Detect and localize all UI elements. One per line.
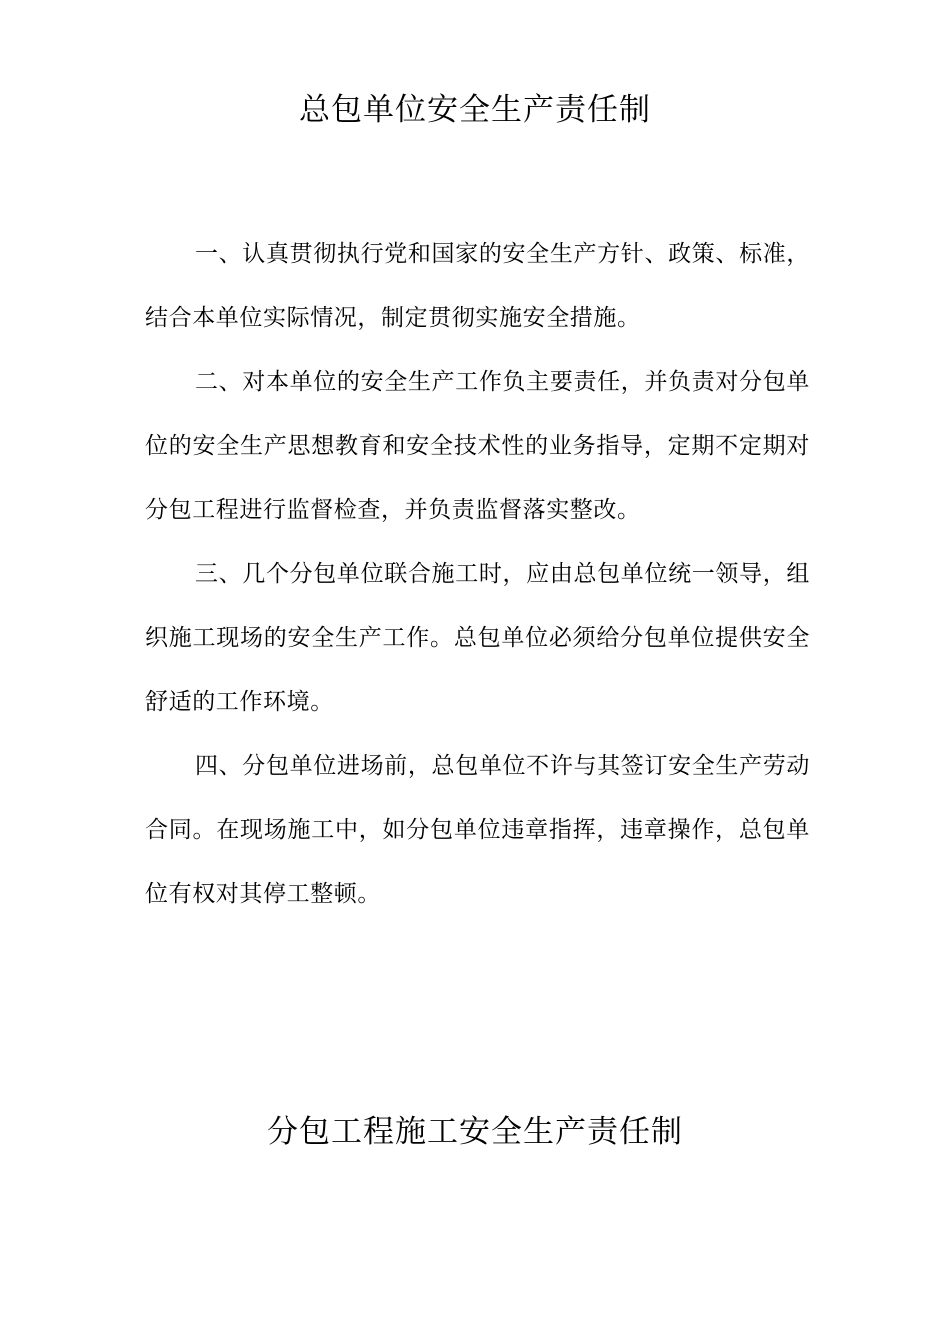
paragraph-1: 一、认真贯彻执行党和国家的安全生产方针、政策、标准，结合本单位实际情况，制定贯彻实施安全措施。 <box>145 241 810 331</box>
section-title: 分包工程施工安全生产责任制 <box>267 1114 683 1150</box>
document-body <box>145 222 810 926</box>
paragraph-3: 三、几个分包单位联合施工时，应由总包单位统一领导，组织施工现场的安全生产工作。总包单位必须给分包单位提供安全舒适的工作环境。 <box>145 561 810 715</box>
document-title: 总包单位安全生产责任制 <box>299 92 651 128</box>
paragraph-4: 四、分包单位进场前，总包单位不许与其签订安全生产劳动合同。在现场施工中，如分包单位违章指挥，违章操作，总包单位有权对其停工整顿。 <box>145 753 810 907</box>
paragraph-2: 二、对本单位的安全生产工作负主要责任，并负责对分包单位的安全生产思想教育和安全技术性的业务指导，定期不定期对分包工程进行监督检查，并负责监督落实整改。 <box>145 369 810 523</box>
